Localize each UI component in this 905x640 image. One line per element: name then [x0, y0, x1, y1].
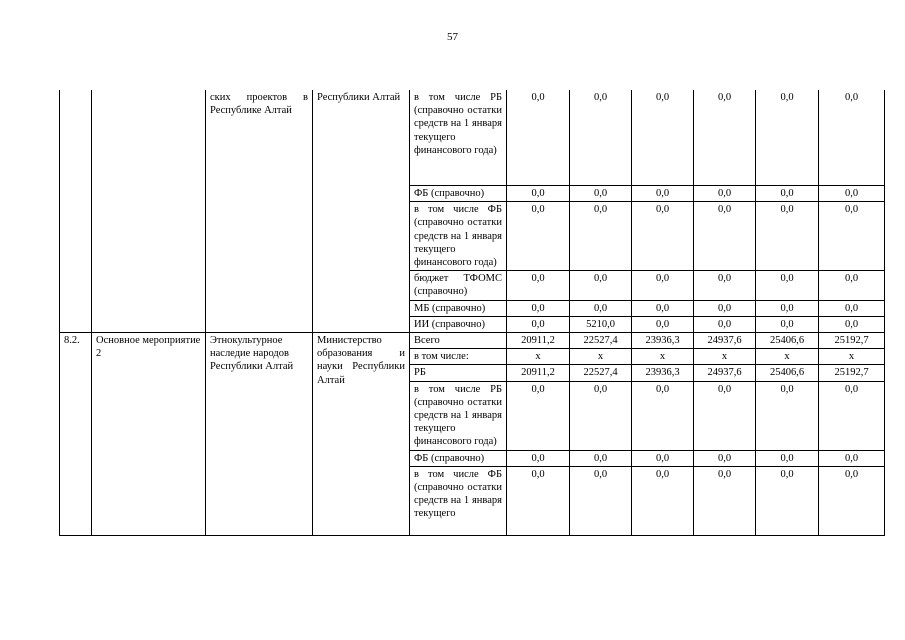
value-cell: 0,0	[507, 316, 570, 332]
value-cell: 0,0	[819, 186, 885, 202]
value-cell: 0,0	[632, 450, 694, 466]
value-cell: 24937,6	[694, 333, 756, 349]
source-cell: в том числе РБ (справочно остатки средств на 1 января текущего финансового года)	[410, 381, 507, 450]
value-cell: 0,0	[570, 381, 632, 450]
number-cell: 8.2.	[60, 333, 92, 536]
value-cell: 25192,7	[819, 333, 885, 349]
value-cell: 0,0	[756, 90, 819, 186]
table-row	[60, 333, 885, 349]
source-cell: в том числе РБ (справочно остатки средств на 1 января текущего финансового года)	[410, 90, 507, 186]
value-cell: 24937,6	[694, 365, 756, 381]
value-cell: 0,0	[632, 186, 694, 202]
value-cell: 0,0	[756, 450, 819, 466]
goal-cell: Этнокультурное наследие народов Республики Алтай	[206, 333, 313, 536]
source-cell: в том числе:	[410, 349, 507, 365]
value-cell: 0,0	[819, 316, 885, 332]
value-cell: 0,0	[632, 90, 694, 186]
project-cell: ских проектов в Республике Алтай	[206, 90, 313, 333]
source-cell: ФБ (справочно)	[410, 186, 507, 202]
value-cell: 0,0	[632, 300, 694, 316]
value-cell: 0,0	[570, 202, 632, 271]
budget-table	[59, 90, 885, 536]
value-cell: 0,0	[694, 381, 756, 450]
value-cell: 0,0	[507, 186, 570, 202]
value-cell: х	[632, 349, 694, 365]
value-cell: 22527,4	[570, 365, 632, 381]
source-cell: в том числе ФБ (справочно остатки средств на 1 января текущего	[410, 466, 507, 535]
value-cell: 0,0	[756, 466, 819, 535]
value-cell: х	[507, 349, 570, 365]
value-cell: 0,0	[819, 90, 885, 186]
value-cell: 22527,4	[570, 333, 632, 349]
value-cell: 0,0	[570, 466, 632, 535]
value-cell: 20911,2	[507, 333, 570, 349]
value-cell: 0,0	[632, 202, 694, 271]
page-number: 57	[447, 31, 458, 43]
value-cell: 0,0	[507, 202, 570, 271]
value-cell: 23936,3	[632, 333, 694, 349]
source-cell: бюджет ТФОМС (справочно)	[410, 271, 507, 300]
value-cell: 0,0	[507, 90, 570, 186]
value-cell: 0,0	[819, 300, 885, 316]
value-cell: 0,0	[570, 300, 632, 316]
value-cell: х	[694, 349, 756, 365]
value-cell: 0,0	[819, 450, 885, 466]
value-cell: 0,0	[507, 466, 570, 535]
source-cell: ИИ (справочно)	[410, 316, 507, 332]
value-cell: 0,0	[819, 271, 885, 300]
value-cell: 0,0	[570, 90, 632, 186]
value-cell: 0,0	[819, 466, 885, 535]
value-cell: 0,0	[632, 381, 694, 450]
value-cell: 0,0	[507, 271, 570, 300]
value-cell: 20911,2	[507, 365, 570, 381]
value-cell: 25406,6	[756, 333, 819, 349]
value-cell: 0,0	[570, 186, 632, 202]
value-cell: 0,0	[756, 300, 819, 316]
value-cell: 23936,3	[632, 365, 694, 381]
value-cell: 0,0	[570, 271, 632, 300]
value-cell: х	[570, 349, 632, 365]
value-cell: 0,0	[819, 381, 885, 450]
value-cell: х	[756, 349, 819, 365]
measure-name-cell: Основное мероприятие 2	[92, 333, 206, 536]
source-cell: ФБ (справочно)	[410, 450, 507, 466]
value-cell: 0,0	[507, 381, 570, 450]
value-cell: 0,0	[507, 300, 570, 316]
value-cell: 0,0	[756, 202, 819, 271]
value-cell: 0,0	[632, 316, 694, 332]
value-cell: 0,0	[570, 450, 632, 466]
value-cell: 0,0	[632, 466, 694, 535]
value-cell: 0,0	[694, 316, 756, 332]
value-cell: 0,0	[756, 186, 819, 202]
source-cell: РБ	[410, 365, 507, 381]
table-row	[60, 90, 885, 186]
value-cell: 0,0	[756, 381, 819, 450]
value-cell: х	[819, 349, 885, 365]
number-cell	[60, 90, 92, 333]
value-cell: 5210,0	[570, 316, 632, 332]
value-cell: 0,0	[507, 450, 570, 466]
value-cell: 0,0	[694, 466, 756, 535]
value-cell: 0,0	[632, 271, 694, 300]
source-cell: в том числе ФБ (справочно остатки средств на 1 января текущего финансового года)	[410, 202, 507, 271]
source-cell: МБ (справочно)	[410, 300, 507, 316]
value-cell: 0,0	[694, 271, 756, 300]
value-cell: 0,0	[819, 202, 885, 271]
executor-cell: Республики Алтай	[313, 90, 410, 333]
value-cell: 25406,6	[756, 365, 819, 381]
value-cell: 0,0	[694, 450, 756, 466]
measure-name-cell	[92, 90, 206, 333]
source-cell: Всего	[410, 333, 507, 349]
value-cell: 0,0	[694, 90, 756, 186]
value-cell: 0,0	[694, 202, 756, 271]
value-cell: 0,0	[694, 300, 756, 316]
value-cell: 0,0	[756, 316, 819, 332]
value-cell: 0,0	[756, 271, 819, 300]
executor-cell: Министерство образования и науки Республики Алтай	[313, 333, 410, 536]
value-cell: 25192,7	[819, 365, 885, 381]
value-cell: 0,0	[694, 186, 756, 202]
